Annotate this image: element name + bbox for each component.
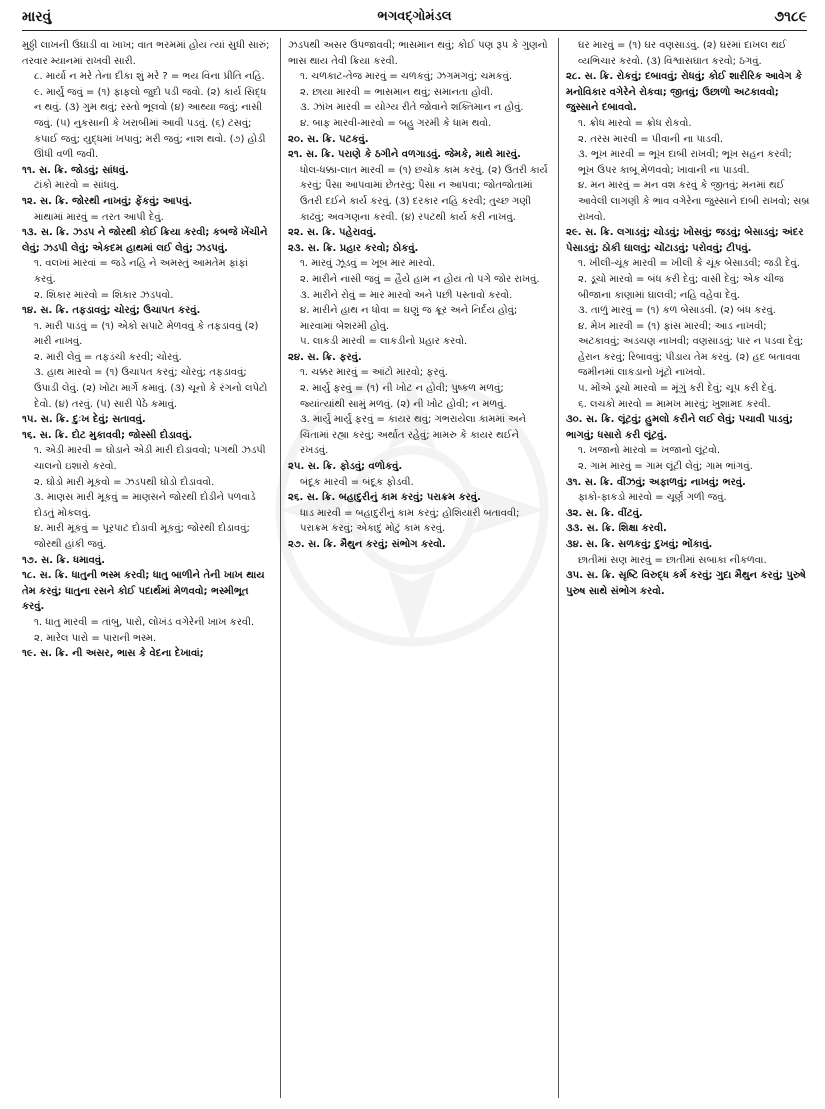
entry-heading: ૨૧. સ. ક્રિ. પરાણે કે ઠગીને વળગાડવું. જેમકે, માથે મારવું.: [288, 149, 521, 161]
entry-text: ૨. ઘોડો મારી મૂકવો = ઝડપથી ઘોડો દોડાવવો.: [34, 476, 215, 488]
entry-text: ૧. ધાતુ મારવી = તાંબુ, પારો, લોખંડ વગેરેની ખાખ કરવી.: [34, 616, 255, 628]
entry-text: માથામાં મારવું = તરત આપી દેવું.: [34, 211, 164, 223]
entry-text: ૨. તરસ મારવી = પીવાની ના પાડવી.: [578, 133, 724, 145]
entry-text: ૩. હાથ મારવો = (૧) ઉચાપત કરવું; ચોરવું; તફડાવવું; ઉપાડી લેવું. (૨) ખોટા માર્ગે કમાવું. (૩) ચૂનો કે રંગનો લપેટો દેવો. (૪) તરવું. (૫) સારી પેઠે કમાવું.: [34, 367, 268, 410]
entry-text: મુઠ્ઠી લાખની ઉઘાડી વા ખાખ; વાત ભરમમાં હોય ત્યાં સુધી સારું; તરવાર મ્યાનમાં રાખવી સારી.: [22, 40, 270, 67]
column-2: [288, 38, 550, 1104]
entry-text: ૪. મન મારવું = મન વશ કરવું કે જીતવું; મનમાં થઈ આવેલી લાગણી કે ભાવ વગેરેના જુસ્સાને દાબી રાખવો; સબ્ર રાખવો.: [578, 180, 810, 223]
entry-text: ૨. મારી લેવું = તફડંચી કરવી; ચોરવું.: [34, 351, 182, 363]
entry-text: ૨. ડૂચો મારવો = બંધ કરી દેવું; વાસી દેવું; એક ચીજ બીજાના કાણામાં ઘાલવી; નહિ વહેવા દેવું.: [578, 273, 784, 301]
entry-text: ૧. એડી મારવી = ઘોડાને એડી મારી દોડાવવો; પગથી ઝડપી ચાલનો ઇશારો કરવો.: [34, 445, 266, 473]
entry-text: ૫. લાકડી મારવી = લાકડીનો પ્રહાર કરવો.: [300, 336, 468, 348]
entry-text: ટાંકો મારવો = સાંધવું.: [34, 180, 120, 192]
entry-text: ૧. ચળકાટ-તેજ મારવું = ચળકવું; ઝગમગવું; ચમકવું.: [300, 71, 513, 83]
entry-text: છાતીમાં સણ મારવું = છાતીમાં સબાકા નીકળવા.: [578, 554, 767, 566]
entry-heading: ૩૩. સ. ક્રિ. શિક્ષા કરવી.: [566, 523, 667, 535]
column-divider: [280, 38, 281, 1098]
entry-text: ૪. મેખ મારવી = (૧) ફાંસ મારવી; આડ નાખવી; અટકાવવું; અડચણ નાખવી; વણસાડવું; પાર ન પડવા દેવું; હેરાન કરવું; રિબાવવું; પીડાય તેમ કરવું. (૨) હદ બતાવવા જમીનમાં લાકડાનો ખૂંટો નાખવો.: [578, 320, 804, 379]
header-page-number: ૭૧૮૯: [774, 9, 807, 25]
entry-text: ૨. મારેલ પારો = પારાની ભસ્મ.: [34, 632, 157, 644]
entry-text: ૨. ગામ મારવું = ગામ લૂંટી લેવું; ગામ ભાંગવું.: [578, 461, 753, 473]
entry-text: ૧. વલખાં મારવાં = જડે નહિ ને અમસ્તું આમતેમ ફાંફાં કરવું.: [34, 258, 248, 285]
entry-heading: ૨૦. સ. ક્રિ. પટકવું.: [288, 133, 369, 145]
header-guide-word: મારવું: [22, 9, 52, 25]
entry-heading: ૨૨. સ. ક્રિ. પહેરાવવું.: [288, 227, 377, 239]
entry-text: ૧. ખજાનો મારવો = ખજાનો લૂંટવો.: [578, 445, 721, 457]
entry-heading: ૩૫. સ. ક્રિ. સૃષ્ટિ વિરુદ્ધ કર્મ કરવું; ગુદા મૈથુન કરવું; પુરુષે પુરુષ સાથે સંભોગ કરવો.: [566, 570, 806, 597]
entry-text: ૬. લચકો મારવો = મામખ મારવું; ખુશામદ કરવી.: [578, 398, 771, 410]
entry-text: બંદૂક મારવી = બંદૂક ફોડવી.: [300, 476, 414, 488]
entry-heading: ૩૨. સ. ક્રિ. વીંટવું.: [566, 507, 643, 519]
entry-heading: ૧૬. સ. ક્રિ. દોટ મુકાવવી; જોસ્સી દોડાવવું.: [22, 429, 193, 441]
entry-heading: ૨૮. સ. ક્રિ. રોકવું; દબાવવું; રોધવું; કોઈ શારીરિક આવેગ કે મનોવિકાર વગેરેને રોકવા; જીતવું; ઉછાળો અટકાવવો; જુસ્સાને દબાવવો.: [566, 71, 803, 114]
entry-text: ૧. મારી પાડવું = (૧) એકો સપાટે મેળવવું કે તફડાવવું (૨) મારી નાખવું.: [34, 320, 259, 348]
entry-text: ૩. માર્યું માર્યું ફરવું = કાયર થવું; ગભરાયેલા કામમાં અને ચિંતામાં રહ્યા કરવું; અર્થાત રહેવું; મામરુ કે કાયર થઈને રખડવું.: [300, 414, 527, 457]
entry-heading: ૧૪. સ. ક્રિ. તફડાવવું; ચોરવું; ઉચાપત કરવું.: [22, 305, 201, 317]
entry-text: ૪. બાફ મારવી-મારવો = બહુ ગરમી કે ધામ થવો.: [300, 117, 492, 129]
entry-text: ૧. ક્રોધ મારવો = ક્રોધ રોકવો.: [578, 117, 692, 129]
entry-text: ૫. મોંએ ડૂચો મારવો = મૂંગું કરી દેવું; ચૂપ કરી દેવું.: [578, 383, 777, 395]
entry-text: ૪. મારીને હાથ ન ધોવા = ઘણું જ ક્રૂર અને નિર્દય હોવું; મારવામાં બેશરમી હોવું.: [300, 305, 518, 332]
entry-heading: ૩૧. સ. ક્રિ. વીંઝવું; અફાળવું; નાખવું; ભરવું.: [566, 476, 746, 488]
entry-text: ઘર મારવું = (૧) ઘર વણસાડવું. (૨) ઘરમાં દાખલ થઈ વ્યભિચાર કરવો. (૩) વિશ્વાસઘાત કરવો; ઠગવું.: [578, 40, 787, 67]
entry-text: ૯. માર્યું જવું = (૧) ફાફલો જુદો પડી જવો. (૨) કાર્ય સિદ્ધ ન થવું. (૩) ગુમ થવું; રસ્તો ભૂલવો (૪) આથ્યા જવું; નાસી જવું. (૫) નુકસાની કે ખરાબીમાં આવી પડવું. (૬) ટસવું; કપાઈ જવું; યુદ્ધમાં ખપાવું; મરી જવું; નાશ થવો. (૭) હોડી ઊંધી વળી જવી.: [34, 86, 267, 161]
column-divider: [558, 38, 559, 1098]
entry-text: ઝડપથી અસર ઉપજાવવી; ભાસમાન થવું; કોઈ પણ રૂપ કે ગુણનો ભાસ થાય તેવી ક્રિયા કરવી.: [288, 40, 548, 67]
entry-text: ધાડ મારવી = બહાદુરીનું કામ કરવું; હોશિયારી બતાવવી; પરાક્રમ કરવું; એકાદું મોટું કામ કરવું.: [300, 507, 520, 535]
entry-text: ૩. ઝાંખ મારવી = યોગ્ય રીતે જોવાને શક્તિમાન ન હોવું.: [300, 102, 524, 114]
entry-text: ધોલ-ધક્કા-લાત મારવી = (૧) છચોક કામ કરવું. (૨) ઉતરી કાર્ય કરવું; પૈસા આપવામાં છેતરવું; પૈસા ન આપવા; જોતજોતામાં ઉતરી દઈને કાર્ય કરવું. (૩) દરકાર નહિ કરવી; તુચ્છ ગણી કાઢવું; અવગણના કરવી. (૪) રપટથી કાર્ય કરી નાખવું.: [300, 164, 548, 223]
entry-heading: ૧૫. સ. ક્રિ. દુઃખ દેવું; સતાવવું.: [22, 414, 146, 426]
entry-text: ૪. મારી મૂકવું = પૂરપાટ દોડાવી મૂકવું; જોરથી દોડાવવું; જોરથી હાંકી જવું.: [34, 523, 250, 550]
column-3: [566, 38, 810, 1104]
entry-heading: ૨૬. સ. ક્રિ. બહાદુરીનું કામ કરવું; પરાક્રમ કરવું.: [288, 492, 481, 504]
entry-text: ૩. મારીને રોવું = માર મારવો અને પછી પસ્તાવો કરવો.: [300, 289, 513, 301]
entry-heading: ૧૮. સ. ક્રિ. ધાતુની ભસ્મ કરવી; ધાતુ બાળીને તેની ખાખ થાય તેમ કરવું; ધાતુના રસને કોઈ પદાર્થમાં મેળવવો; ભસ્મીભૂત કરવું.: [22, 570, 265, 613]
entry-heading: ૩૪. સ. ક્રિ. સળકવું; દુખવું; ભોંકાવું.: [566, 539, 713, 550]
entry-heading: ૧૨. સ. ક્રિ. જોરથી નાખવું; ફેંકવું; આપવું.: [22, 195, 193, 207]
entry-text: ૮. માર્યા ન મરે તેના દીકા શું મરે ? = ભય વિના પ્રીતિ નહિ.: [34, 71, 265, 83]
entry-heading: ૧૧. સ. ક્રિ. જોડવું; સાંધવું.: [22, 164, 129, 176]
entry-text: ૧. ખીલી-ચૂંક મારવી = ખીલી કે ચૂંક બેસાડવી; જડી દેવું.: [578, 258, 800, 270]
entry-heading: ૧૯. સ. ક્રિ. ની અસર, ભાસ કે વેદના દેખાવાં;: [22, 648, 204, 660]
entry-heading: ૨૫. સ. ક્રિ. ફોડવું; વળોકવું.: [288, 461, 403, 473]
entry-heading: ૧૩. સ. ક્રિ. ઝડપ ને જોરથી કોઈ ક્રિયા કરવી; કબજે ખેંચીને લેવું; ઝડપી લેવું; એકદમ હાથમાં લઈ લેવું; ઝડપવું.: [22, 227, 268, 254]
entry-text: ૩. તાળું મારવું = (૧) કળ બેસાડવી. (૨) બંધ કરવું.: [578, 305, 776, 317]
entry-text: ૨. મારીને નાસી જવું = હૈયે હામ ન હોય તો પગે જોર રાખવું.: [300, 273, 540, 285]
entry-text: ફાકો-ફાકડો મારવો = ચૂર્ણ ગળી જવું.: [578, 492, 727, 504]
entry-heading: ૨૩. સ. ક્રિ. પ્રહાર કરવો; ઠોકવું.: [288, 242, 419, 254]
entry-heading: ૩૦. સ. ક્રિ. લૂંટવું; હુમલો કરીને લઈ લેવું; પચાવી પાડવું; ભાગવું; ધસારો કરી લૂંટવું.: [566, 414, 793, 441]
entry-text: ૧. ચક્કર મારવું = આંટો મારવો; ફરવું.: [300, 367, 448, 379]
entry-text: ૧. મારવું ઝૂડવું = ખૂબ માર મારવો.: [300, 258, 436, 270]
header-title: ભગવદ્ગોમંડલ: [377, 9, 452, 24]
entry-heading: ૨૭. સ. ક્રિ. મૈથુન કરવું; સંભોગ કરવો.: [288, 539, 446, 550]
entry-text: ૨. છાયા મારવી = ભાસમાન થવું; સમાનતા હોવી.: [300, 86, 494, 98]
entry-text: ૩. માણસ મારી મૂકવું = માણસને જોરથી દોડીને પળવાડે દોડતું મોકલવું.: [34, 492, 256, 519]
entry-text: ૨. માર્યું ફરવું = (૧) ની ખોટ ન હોવી; પુષ્કળ મળવું; જ્યાંત્યાંથી સામું મળવું. (૨) ની ખોટ હોવી; ન મળવું.: [300, 383, 507, 410]
page-header: [22, 6, 807, 31]
entry-heading: ૨૯. સ. ક્રિ. લગાડવું; ચોડવું; ખોસવું; જડવું; બેસાડવું; અંદર પેસાડવું; ઠોકી ઘાલવું; ચોંટાડવું; પરોવવું; ટીપવું.: [566, 227, 804, 254]
entry-text: ૩. ભૂખ મારવી = ભૂખ દાબી રાખવી; ભૂખ સહન કરવી; ભૂખ ઉપર કાબૂ મેળવવો; ખાવાની ના પાડવી.: [578, 149, 792, 176]
entry-heading: ૧૭. સ. ક્રિ. ધમાવવું.: [22, 554, 105, 566]
column-1: [22, 38, 272, 1104]
entry-text: ૨. શિકાર મારવો = શિકાર ઝડપવો.: [34, 289, 174, 301]
entry-heading: ૨૪. સ. ક્રિ. ફરવું.: [288, 351, 362, 363]
